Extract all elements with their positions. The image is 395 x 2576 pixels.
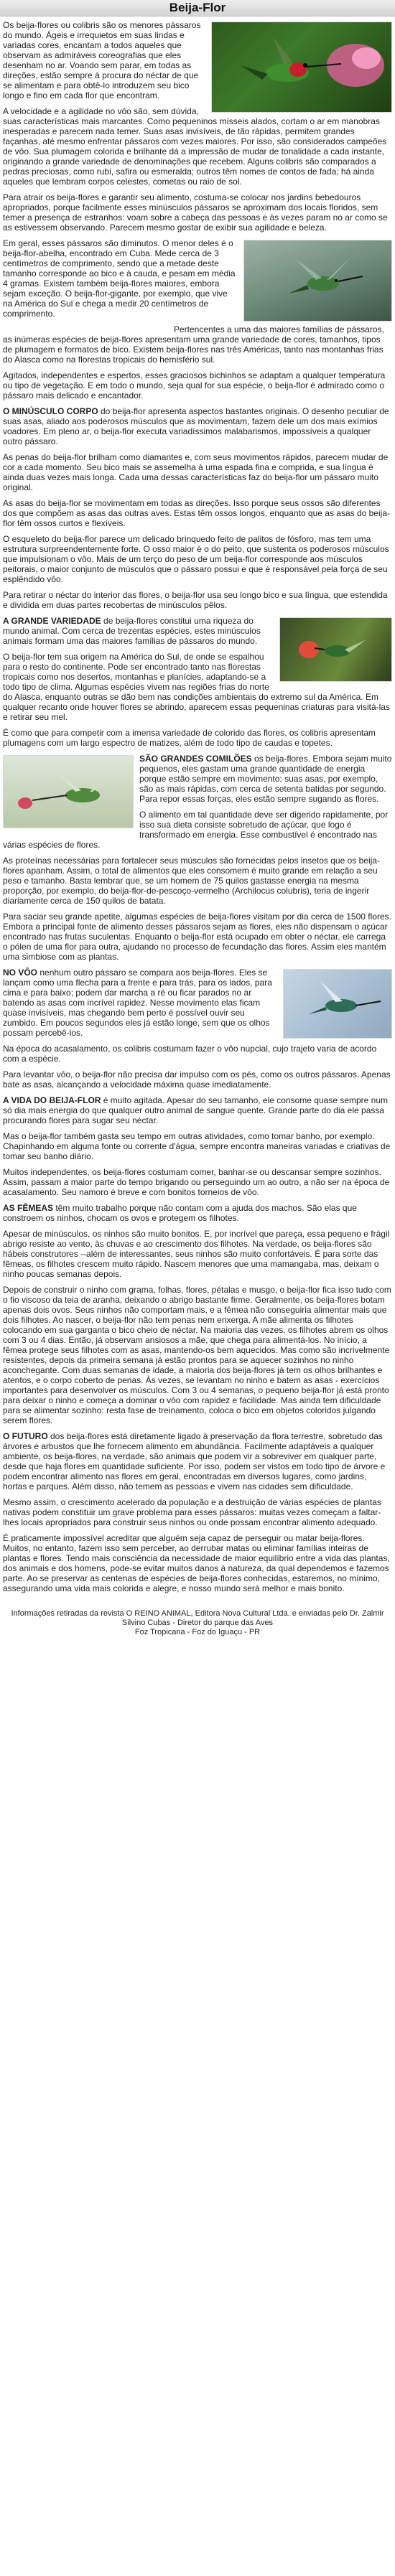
paragraph: Os beija-flores ou colibris são os menores pássaros do mundo. Ágeis e irrequietos em suas lindas e variadas cores, encantam a todos aqueles que observam as admiráveis coreografias que eles desenham no ar. Voando sem parar, em todas as direções, estão sempre à procura do néctar de que se alimentam e para obtê-lo introduzem seu bico longo e fino em cada flor que encontram. [3,20,201,100]
hummingbird-photo-5 [283,969,392,1039]
paragraph: O MINÚSCULO CORPO do beija-flor apresenta aspectos bastantes originais. O desenho peculiar de suas asas, aliado aos poderosos músculos que as movimentam, fazem dele um dos mais exímios voadores. Em pleno ar, o beija-flor executa variadíssimos malabarismos, impossíveis a qualquer outro pássaro. [3,406,389,446]
paragraph: A GRANDE VARIEDADE de beija-flores constitui uma riqueza do mundo animal. Com cerca de trezentas espécies, estes minúsculos animais formam uma das maiores famílias de pássaros do mundo. [3,616,261,646]
paragraph: O FUTURO dos beija-flores está diretamente ligado à preservação da flora terrestre, sobretudo das árvores e arbustos que lhe fornecem alimento em abundância. Facilmente adaptáveis a qualquer ambiente, os beija-flores, na verdade, são animais que podem vir a sobreviver em qualquer parte, desde que haja flores em quantidade suficiente. Por isso, podem ser vistos em todo tipo de árvore e podem encontrar alimento nas flores em geral, encontradas em diversos lugares, como jardins, hortas e parques. Além disso, não temem as pessoas e vivem nas cidades sem dificuldade. [3,1431,386,1491]
paragraph: Agitados, independentes e espertos, esses graciosos bichinhos se adaptam a qualquer temperatura ou tipo de vegetação. E em todo o mundo, seja qual for sua espécie, o beija-flor é admirado como o pássaro mais delicado e encantador. [3,370,386,401]
paragraph: AS FÊMEAS têm muito trabalho porque não contam com a ajuda dos machos. São elas que constroem os ninhos, chocam os ovos e protegem os filhotes. [3,1203,357,1223]
hummingbird-photo-1 [211,22,392,113]
hummingbird-photo-2 [243,240,392,322]
article-content [3,20,392,1637]
paragraph: A velocidade e a agilidade no vôo são, sem dúvida, suas características mais marcantes. Como pequeninos mísseis alados, cortam o ar em manobras inesperadas e parecem nada temer. Suas asas invisíveis, de tão rápidas, permitem grandes façanhas, até mesmo enfrentar pássaros com vezes maiores. Por isso, são considerados campeões de vôo. Sua plumagem colorida e brilhante dá a impressão de mudar de tonalidade a cada instante, originando a grande variedade de denominações que recebem. Alguns colibris são comparados a pedras preciosas, como rubi, safira ou esmeralda; outros têm nomes de contos de fada; há ainda aqueles que lembram corpos celestes, cometas ou raio de sol. [3,106,387,187]
paragraph: O alimento em tal quantidade deve ser digerido rapidamente, por isso sua dieta consiste sobretudo de açúcar, que logo é transformado em energia. Esse combustível é encontrado nas várias espécies de flores. [3,810,389,850]
paragraph: Para retirar o néctar do interior das flores, o beija-flor usa seu longo bico e sua língua, que estendida e dividida em duas partes recobertas de minúsculos pêlos. [3,590,388,610]
paragraph: Pertencentes a uma das maiores famílias de pássaros, as inúmeras espécies de beija-flores apresentam uma grande variedade de cores, tamanhos, tipos de plumagem e formatos de bico. Existem beija-flores nas três Américas, tanto nas montanhas frias do Alasca como na florestas tropicais do hemisfério sul. [3,324,384,365]
paragraph: Depois de construir o ninho com grama, folhas, flores, pétalas e musgo, o beija-flor fica isso tudo com o fio viscoso da teia de aranha, deixando o abrigo bastante firme. Geralmente, os beija-flores botam apenas dois ovos. Seus ninhos não comportam mais, e a fêmea não conseguiria alimentar mais que dois filhotes. Ao nascer, o beija-flor não tem penas nem enxerga. A mãe alimenta os filhotes colocando em sua garganta o bico cheio de néctar. Na maioria das vezes, os filhotes abrem os olhos com 3 ou 4 dias. Então, já observam ansiosos a mãe, que chega para alimentá-los. No início, a fêmea protege seus filhotes com as asas, mantendo-os bem aquecidos. Mas como são incrivelmente resistentes, depois da primeira semana já estão prontos para se aquecer sozinhos no ninho aconchegante. Com duas semanas de idade, a maioria dos beija-flores já tem os olhos brilhantes e atentos, e o corpo coberto de penas. Às vezes, se levantam no ninho e batem as asas - exercícios importantes para desenvolver os músculos. Com 3 ou 4 semanas, o pequeno beija-flor já está pronto para deixar o ninho e começa a dominar o vôo com rapidez e facilidade. Mas ainda tem dificuldade para se alimentar sozinho: resta fase de treinamento, coloca o bico em objetos coloridos julgando serem flores. [3,1285,391,1425]
paragraph: A VIDA DO BEIJA-FLOR é muito agitada. Apesar do seu tamanho, ele consome quase sempre num só dia mais energia do que qualquer outro animal de sangue quente. Grande parte do dia ele passa procurando flores para sugar seu néctar. [3,1095,389,1125]
paragraph: NO VÔO nenhum outro pássaro se compara aos beija-flores. Eles se lançam como uma flecha para a frente e para trás, para os lados, para cima e para baixo; podem dar marcha a ré ou ficar parados no ar batendo as asas com incrível rapidez. Nesse movimento elas ficam quase invisíveis, mas chegando bem perto é possível ouvir seu zumbido. Em poucos segundos eles já estão longe, sem que os olhos possam percebê-los. [3,968,272,1038]
hummingbird-photo-4 [3,755,134,828]
paragraph: As penas do beija-flor brilham como diamantes e, com seus movimentos rápidos, parecem mudar de cor a cada momento. Seu bico mais se assemelha à uma espada fina e comprida, e sua língua é ainda duas vezes mais longa. Cada uma dessas características faz do beija-flor um pássaro muito original. [3,452,389,492]
credits-line: Foz Tropicana - Foz do Iguaçu - PR [134,1628,261,1636]
credits-line: Informações retiradas da revista O REINO ANIMAL, Editora Nova Cultural Ltda. e enviadas pelo Dr. Zalmir Silvino Cubas - Diretor do parque das Aves [11,1609,384,1627]
hummingbird-photo-3 [279,617,392,682]
paragraph: As asas do beija-flor se movimentam em todas as direções. Isso porque seus ossos são diferentes dos que compõem as asas das outras aves. Estas têm ossos longos, enquanto que as asas do beija-flor têm ossos curtos e flexíveis. [3,498,390,528]
paragraph: Muitos independentes, os beija-flores costumam comer, banhar-se ou descansar sempre sozinhos. Assim, passam a maior parte do tempo brigando ou perseguindo um ao outro, a não ser na época de acasalamento. Seu namoro é breve e com bonitos torneios de vôo. [3,1167,390,1197]
paragraph: Para saciar seu grande apetite, algumas espécies de beija-flores visitam por dia cerca de 1500 flores. Embora a principal fonte de alimento desses pássaros sejam as flores, eles não dispensam o açúcar encontrado nas frutas suculentas. Enquanto o beija-flor está ocupado em obter o néctar, ele carrega o pólen de uma flor para outra, ajudando no processo de fecundação das flores. Assim eles mantém uma simbiose com as plantas. [3,912,391,962]
hummingbird-photo-2-art [244,240,391,321]
section-keyword: SÃO GRANDES COMILÕES [139,754,252,764]
section-keyword: O FUTURO [3,1431,48,1441]
section-keyword: O MINÚSCULO CORPO [3,406,98,416]
hummingbird-photo-1-art [212,22,391,112]
section-keyword: NO VÔO [3,968,38,978]
title-bar [0,0,395,17]
paragraph: O esqueleto do beija-flor parece um delicado brinquedo feito de palitos de fósforo, mas tem uma estrutura surpreendentemente forte. O osso maior é o do peito, que sustenta os poderosos músculos que impulsionam o vôo. Mais de um terço do peso de um beija-flor corresponde aos músculos peitorais, o maior conjunto de músculos que o pássaro possui e que é responsável pela força de seu esplêndido vôo. [3,534,389,584]
hummingbird-photo-4-art [4,756,133,828]
credits [3,1609,392,1637]
paragraph: Mas o beija-flor também gasta seu tempo em outras atividades, como tomar banho, por exemplo. Chapinhando em alguma fonte ou corrente d'água, sempre encontra maneiras variadas e criativas de tomar seu banho diário. [3,1131,391,1161]
paragraph: O beija-flor tem sua origem na América do Sul, de onde se espalhou para o resto do continente. Pode ser encontrado tanto nas florestas tropicais como nos desertos, montanhas e planícies, adaptando-se a todo tipo de clima. Algumas espécies vivem nas regiões frias do norte do Alasca, enquanto outras se dão bem nas condições ambientais do extremo sul da América. Em qualquer recanto onde houver flores se abrindo, aparecem essas pequeninas criaturas para visitá-las e retirar seu mel. [3,652,390,722]
paragraph: Apesar de minúsculos, os ninhos são muito bonitos. E, por incrível que pareça, essa pequeno e frágil abrigo resiste ao vento, às chuvas e ao crescimento dos filhotes. Na verdade, os beija-flores são hábeis construtores --além de interessantes, seus ninhos são muito confortáveis. É para sorte das fêmeas, os filhotes crescem muito rápido. Nascem menores que uma mamangaba, mas, deixam o ninho poucas semanas depois. [3,1229,390,1279]
section-keyword: A GRANDE VARIEDADE [3,616,101,626]
page-title: Beija-Flor [169,1,226,14]
hummingbird-photo-5-art [284,970,391,1038]
paragraph: As proteínas necessárias para fortalecer seus músculos são fornecidas pelos insetos que os beija-flores apanham. Assim, o total de alimentos que eles consomem é muito grande em relação a seu peso e tamanho. Basta lembrar que, se um homem de 75 quilos gastasse energia na mesma proporção, por exemplo, do beija-flor-de-pescoço-vermelho (Archilocus colubris), teria de ingerir diariamente cerca de 150 quilos de batata. [3,856,380,906]
section-keyword: A VIDA DO BEIJA-FLOR [3,1095,101,1105]
paragraph: SÃO GRANDES COMILÕES os beija-flores. Embora sejam muito pequenos, eles gastam uma grande quantidade de energia porque estão sempre em movimento: suas asas, por exemplo, são as mais rápidas, com cerca de setenta batidas por segundo. Para repor essas forças, eles estão sempre sugando as flores. [139,754,392,804]
paragraph: Na época do acasalamento, os colibris costumam fazer o vôo nupcial, cujo trajeto varia de acordo com a espécie. [3,1044,377,1064]
paragraph: Mesmo assim, o crescimento acelerado da população e a destruição de várias espécies de plantas nativas podem constituir um grave problema para esses pássaros: muitas vezes começam a faltar-lhes locais apropriados para construir seus ninhos ou onde possam encontrar alimento adequado. [3,1497,381,1527]
paragraph: Para levantar vôo, o beija-flor não precisa dar impulso com os pés, como os outros pássaros. Apenas bate as asas, alcançando a velocidade máxima quase imediatamente. [3,1069,391,1090]
paragraph: É praticamente impossível acreditar que alguém seja capaz de perseguir ou matar beija-flores. Muitos, no entanto, fazem isso sem perceber, ao derrubar matas ou eliminar famílias inteiras de plantas e flores. Tendo mais consciência da necessidade de maior equilíbrio entre a vida das plantas, dos animais e dos homens, pode-se evitar muitos danos à natureza, da qual dependemos e fazemos parte. Ao se preservar as centenas de espécies de beija-flores conhecidas, estaremos, no mínimo, assegurando uma vida mais colorida e alegre, e nosso mundo será melhor e mais bonito. [3,1533,390,1593]
paragraph: Em geral, esses pássaros são diminutos. O menor deles é o beija-flor-abelha, encontrado em Cuba. Mede cerca de 3 centímetros de comprimento, sendo que a metade deste tamanho corresponde ao bico e à cauda, e pesam em média 4 gramas. Existem também beija-flores maiores, embora sejam exceção. O beija-flor-gigante, por exemplo, que vive na América do Sul e chega a medir 20 centímetros de comprimento. [3,238,236,319]
paragraph: Para atrair os beija-flores e garantir seu alimento, costuma-se colocar nos jardins bebedouros apropriados, porque facilmente esses minúsculos pássaros se aproximam dos locais floridos, sem temer a presença de estranhos: voam sobre a cabeça das pessoas e às vezes param no ar como se as estivessem observando. Parecem mesmo gostar de exibir sua agilidade e beleza. [3,192,388,233]
paragraph: É como que para competir com a imensa variedade de colorido das flores, os colibris apresentam plumagens com um largo espectro de matizes, além de todo tipo de caudas e topetes. [3,728,376,748]
hummingbird-photo-3-art [280,618,391,681]
section-keyword: AS FÊMEAS [3,1203,54,1213]
